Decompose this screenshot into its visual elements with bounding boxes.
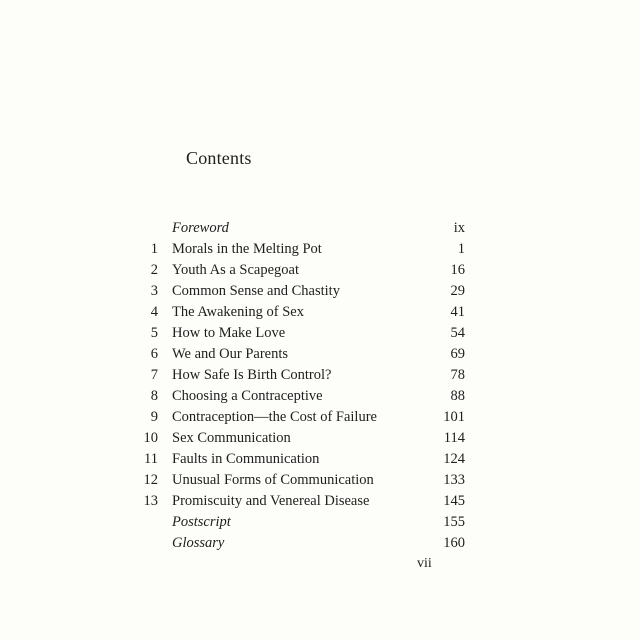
toc-entry bbox=[140, 470, 465, 491]
chapter-title: Promiscuity and Venereal Disease bbox=[172, 493, 370, 509]
chapter-number: 6 bbox=[150, 346, 158, 362]
chapter-number: 12 bbox=[143, 472, 158, 488]
page-number: 101 bbox=[443, 409, 465, 425]
toc-entry bbox=[140, 449, 465, 470]
chapter-title: How Safe Is Birth Control? bbox=[172, 367, 332, 383]
chapter-number: 5 bbox=[150, 325, 158, 341]
chapter-title: Contraception—the Cost of Failure bbox=[172, 409, 377, 425]
page-folio: vii bbox=[417, 556, 432, 571]
page-number: 1 bbox=[457, 241, 465, 257]
chapter-title: The Awakening of Sex bbox=[172, 304, 304, 320]
toc-entry bbox=[140, 281, 465, 302]
page-number: 16 bbox=[450, 262, 465, 278]
toc-entry bbox=[140, 239, 465, 260]
page-number: 160 bbox=[443, 535, 465, 551]
chapter-number: 13 bbox=[143, 493, 158, 509]
chapter-number: 8 bbox=[150, 388, 158, 404]
page-number: 155 bbox=[443, 514, 465, 530]
chapter-number: 7 bbox=[150, 367, 158, 383]
chapter-title: We and Our Parents bbox=[172, 346, 289, 362]
chapter-number: 2 bbox=[150, 262, 158, 278]
toc-entry bbox=[140, 323, 465, 344]
page-number: 88 bbox=[450, 388, 465, 404]
chapter-title: Glossary bbox=[172, 535, 225, 551]
table-of-contents bbox=[140, 218, 465, 554]
page-number: 124 bbox=[443, 451, 465, 467]
page-number: 114 bbox=[443, 430, 465, 446]
chapter-title: Sex Communication bbox=[172, 430, 291, 446]
page-number: 78 bbox=[450, 367, 465, 383]
chapter-number: 4 bbox=[150, 304, 158, 320]
chapter-title: Youth As a Scapegoat bbox=[172, 262, 300, 278]
chapter-title: Common Sense and Chastity bbox=[172, 283, 340, 299]
chapter-number: 10 bbox=[143, 430, 158, 446]
toc-entry bbox=[140, 365, 465, 386]
page-number: 41 bbox=[450, 304, 465, 320]
chapter-title: Postscript bbox=[172, 514, 231, 530]
toc-entry bbox=[140, 260, 465, 281]
chapter-number: 3 bbox=[150, 283, 158, 299]
toc-entry bbox=[140, 218, 465, 239]
toc-entry bbox=[140, 386, 465, 407]
toc-entry bbox=[140, 344, 465, 365]
chapter-title: Faults in Communication bbox=[172, 451, 320, 467]
toc-entry bbox=[140, 512, 465, 533]
page-title: Contents bbox=[186, 148, 252, 168]
page-number: 133 bbox=[443, 472, 465, 488]
chapter-number: 11 bbox=[144, 451, 158, 467]
page-number: 54 bbox=[450, 325, 465, 341]
toc-entry bbox=[140, 428, 465, 449]
toc-entry bbox=[140, 407, 465, 428]
page-number: 145 bbox=[443, 493, 465, 509]
chapter-title: Foreword bbox=[172, 220, 229, 236]
chapter-title: How to Make Love bbox=[172, 325, 286, 341]
page-number: ix bbox=[453, 220, 465, 236]
toc-entry bbox=[140, 491, 465, 512]
chapter-title: Morals in the Melting Pot bbox=[172, 241, 322, 257]
chapter-title: Choosing a Contraceptive bbox=[172, 388, 323, 404]
toc-entry bbox=[140, 533, 465, 554]
chapter-number: 9 bbox=[150, 409, 158, 425]
page-number: 29 bbox=[450, 283, 465, 299]
toc-entry bbox=[140, 302, 465, 323]
page-number: 69 bbox=[450, 346, 465, 362]
chapter-title: Unusual Forms of Communication bbox=[172, 472, 374, 488]
chapter-number: 1 bbox=[150, 241, 158, 257]
